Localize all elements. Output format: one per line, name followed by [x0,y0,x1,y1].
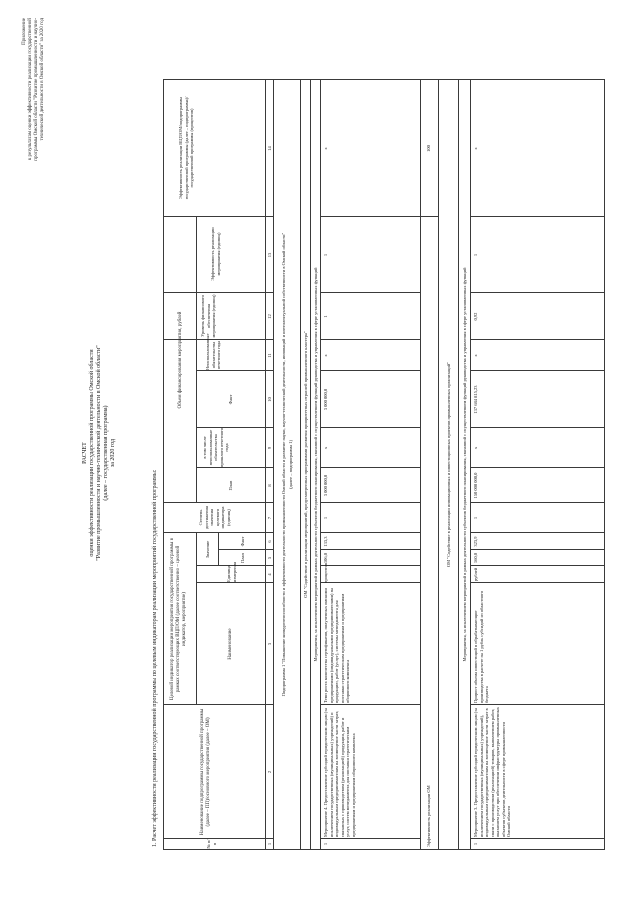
header-pp-efficiency: Эффективность реализации ВЦП/ОМ/подпрограммы государственной программы (далее – подпрограмма)/государственной программы (процентов) [178,96,194,200]
row1-efficiency: 1 [323,253,328,257]
row2-line-7 [470,502,604,503]
section-heading: 1. Расчет эффективности реализации государственной программы по целевым индикаторам реализации мероприятий государственной программы: [152,469,158,847]
row1-fund-plan: 3 000 000,0 [323,474,328,497]
om1-efficiency-value: 100 [426,145,431,152]
title-line-1: РАСЧЕТ [82,442,88,464]
appendix-line-4: технической деятельности в Омской области" за 2020 год [40,18,45,141]
table-border-bottom [604,79,605,850]
row2-line-4 [470,565,604,566]
header-fund-plan-incl: в том числе неиспользованные обязательства прошлого отчетного года [202,427,229,467]
colnum-12: 12 [267,314,272,319]
om1-measures-title: Мероприятия, за исключением мероприятий в рамках деятельности субъектов бюджетного планирования, связанной с осуществлением функций руководства и управления в сфере установленных функций [313,267,318,662]
header-fund-fact: Факт [228,394,233,405]
row1-unit: процентов [323,562,328,583]
subprogram-title: Подпрограмма 1 "Повышение конкурентоспособности и эффективности деятельности промышленности Омской области и развитие науки, научно-технической деятельности, инноваций и интеллектуальной собственности в Омской области" [281,232,286,697]
row2-degree: 1 [473,516,478,520]
colnum-2: 2 [267,770,272,774]
row2-line-10 [470,370,604,371]
row2-line-12 [470,292,604,293]
om2-measures-title: Мероприятия, за исключением мероприятий в рамках деятельности субъектов бюджетного планирования, связанной с осуществлением функций руководства и управления в сфере установленных функций [462,267,467,662]
header-fund-unused: Неиспользованные обязательства отчетного года [205,333,221,370]
row1-level: 1 [323,315,328,318]
row1-line-11 [320,339,420,340]
table-om1-bottom [310,79,311,850]
header-unit: Единица измерения [226,561,237,582]
row2-name: Мероприятие 3. Предоставление субсидий юридическим лицам (за исключением государственных (муниципальных) учреждений), индивидуальным предпринимателям на возмещение части затрат в связи с производством (реализацией) товаров, выполнением работ, оказанием услуг при обеспечении инфраструктуры промышленных объектов субъектов деятельности в сфере промышленности Омской области [473,707,511,837]
row1-fact: 133,3 [323,536,328,547]
colnum-4: 4 [267,573,272,576]
col-line-2 [163,704,273,705]
row2-ind-name: Прирост объема инвестиций в обрабатывающие производства в расчете на 1 рубль субсидий из областного бюджета [473,590,489,703]
header-efficiency: Эффективность реализации мероприятия (единиц) [210,227,221,281]
row1-line-5 [320,549,420,550]
col-line-10 [196,370,273,371]
row2-line-8 [470,467,604,468]
row2-unit: рублей [473,567,478,582]
row1-pp-efficiency: х [323,147,328,150]
col-line-3 [196,582,273,583]
colnum-1: 1 [267,842,272,846]
row2-efficiency: 1 [473,253,478,257]
row1-line-3 [320,582,420,583]
om2-title: ОМ "Содействие в реализации инновационных и инвестиционных проектов промышленных организаций" [446,361,451,568]
table-om2-bottom [458,79,459,850]
row1-line-2 [320,704,420,705]
row1-fund-plan-incl: х [323,446,328,450]
colnum-6: 6 [267,540,272,543]
row1-line-9 [320,427,420,428]
row2-line-9 [470,427,604,428]
table-colnum-bottom [273,79,274,850]
row1-line-6 [320,532,420,533]
row1-ind-name: Темп роста количества сертификатов, полученных омскими предприятиями (индивидуальными предпринимателями) на продукцию, работ (услуг), системы менеджмента для поставки стратегическим предприятиям и предприятиям оборонного комплекса [323,587,350,703]
colnum-10: 10 [267,397,272,402]
row1-name: Мероприятие 4. Предоставление субсидий юридическим лицам (за исключением государственных (муниципальных) учреждений) и индивидуальным предпринимателям на возмещение части затрат, связанных с производством (реализацией) продукции, работ и услуг, систем менеджмента для поставки стратегическим предприятиям и предприятиям оборонного комплекса [323,708,356,837]
row1-plan: 106,0 [323,552,328,564]
table-om1-measures-bottom [320,79,321,850]
header-ind-name: Наименование [228,628,233,660]
row2-line-6 [470,532,604,533]
row1-fund-fact: 3 000 000,0 [323,388,328,411]
header-indicator-group: Целевой индикатор реализации мероприятия государственной программы в рамках соответствующих ВЦП/ОМ (далее соответственно – целевой индикатор, мероприятие) [170,538,187,700]
row2-line-1 [470,838,604,839]
table-header-bottom [265,79,266,850]
title-line-4: (далее – государственная программа) [103,405,109,501]
table-border-left [163,849,604,850]
colnum-13: 13 [267,252,272,258]
row2-line-3 [470,582,604,583]
row2-fact: 323,9 [473,536,478,547]
om1-title: ОМ "Содействие в реализации мероприятий, предусмотренных программами развития приоритетных отраслей промышленного кластера" [303,331,308,598]
title-line-3: "Развитие промышленности и научно-технической деятельности в Омской области" [96,345,102,561]
colnum-14: 14 [267,146,272,151]
row1-num: 1 [323,842,328,846]
row2-line-13 [470,216,604,217]
row2-plan: 160,0 [473,552,478,564]
colnum-8: 8 [267,484,272,487]
row2-fund-plan-incl: х [473,446,478,450]
title-line-2: оценки эффективности реализации государственной программы Омской области [89,349,95,557]
row2-line-11 [470,339,604,340]
row1-line-4 [320,565,420,566]
colnum-7: 7 [267,516,272,520]
row2-pp-efficiency: х [473,147,478,150]
appendix-line-2: к результатам оценки эффективности реализации государственной [28,18,33,161]
header-value: Значение [205,540,210,559]
row2-level: 0,92 [473,312,478,321]
header-plan: План [240,553,245,563]
table-border-top [163,79,164,850]
header-level: Уровень финансового обеспечения мероприятия (единиц) [200,294,216,338]
colnum-11: 11 [267,353,272,358]
table-row1-bottom [420,79,421,850]
appendix-line-3: программы Омской области "Развитие промышленности и научно- [34,18,39,161]
colnum-9: 9 [267,446,272,450]
row2-fund-plan: 150 000 000,0 [473,472,478,499]
header-num: № п/п [206,839,217,849]
header-fact: Факт [240,536,245,547]
row2-fund-unused: х [473,354,478,357]
row2-fund-fact: 137 684 815,23 [473,385,478,414]
row2-line-2 [470,704,604,705]
row1-line-10 [320,370,420,371]
header-funding-group-line [196,217,197,503]
row2-line-5 [470,549,604,550]
col-line-6 [163,532,273,533]
row1-line-1 [320,838,420,839]
row1-line-13 [320,216,420,217]
row1-fund-unused: х [323,354,328,357]
table-om2-measures-bottom [470,79,471,850]
om1-efficiency-label: Эффективность реализации ОМ [426,785,431,847]
colnum-3: 3 [267,642,272,646]
row2-num: 1 [473,842,478,846]
header-indicator-group-line [196,533,197,705]
header-fund-plan: План [228,480,233,491]
table-subprogram-bottom [300,79,301,850]
row1-degree: 1 [323,516,328,520]
header-name: Наименование подпрограммы государственной программы (далее – ПП)/основного мероприятия (далее – ОМ) [200,708,211,836]
row1-line-7 [320,502,420,503]
table-border-right [163,79,604,80]
header-funding-group: Объем финансирования мероприятия, рублей [178,311,183,409]
table-om1-eff-bottom [438,79,439,850]
col-line-5 [218,549,273,550]
row1-line-8 [320,467,420,468]
title-line-5: за 2020 год [110,438,116,468]
appendix-line-1: Приложение [22,18,27,45]
row1-line-12 [320,292,420,293]
subprogram-subtitle: (далее – подпрограмма 1) [288,440,293,489]
header-degree: Степень достижения значения целевого индикатора (единиц) [198,506,231,529]
col-line-8 [196,467,273,468]
col-line-1 [163,838,273,839]
colnum-5: 5 [267,556,272,560]
